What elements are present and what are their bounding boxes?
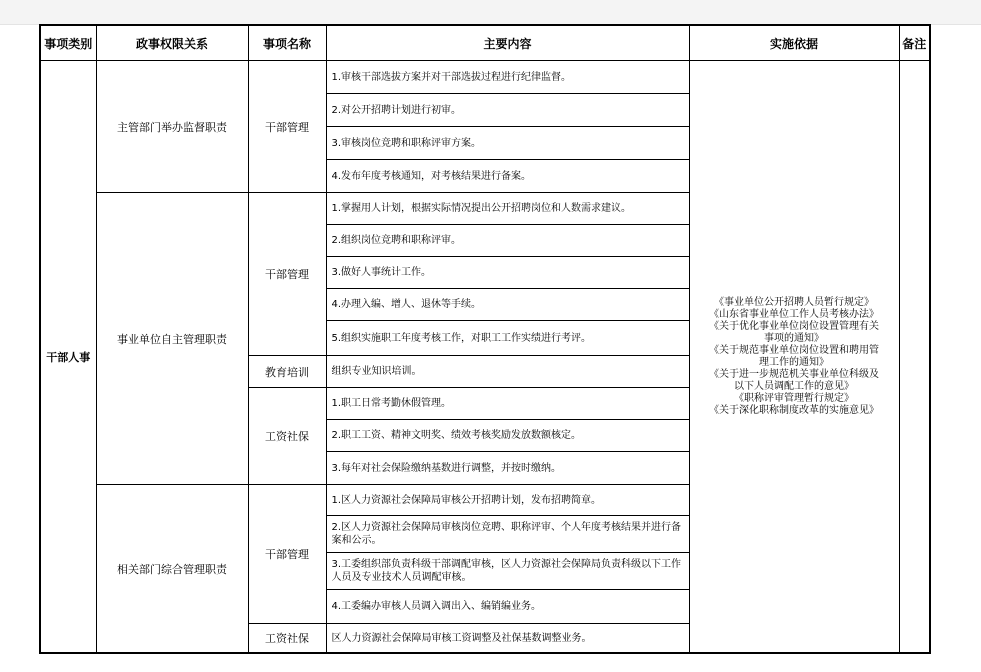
list-item: 4.发布年度考核通知，对考核结果进行备案。 [331, 170, 532, 182]
basis-line: 《关于优化事业单位岗位设置管理有关 [709, 320, 879, 332]
relation-cell: 主管部门举办监督职责 [96, 61, 248, 193]
content-cell [326, 388, 689, 485]
matter-name-cell: 干部管理 [248, 193, 326, 356]
basis-line: 《山东省事业单位工作人员考核办法》 [709, 308, 879, 320]
matter-table [39, 24, 931, 654]
content-cell [326, 356, 689, 388]
list-item: 2.组织岗位竞聘和职称评审。 [327, 225, 689, 257]
header-content: 主要内容 [326, 25, 689, 61]
category-cell: 干部人事 [40, 61, 96, 654]
list-item: 1.区人力资源社会保障局审核公开招聘计划，发布招聘简章。 [327, 485, 689, 516]
matter-name-cell: 工资社保 [248, 388, 326, 485]
header-category: 事项类别 [40, 25, 96, 61]
matter-name-cell: 干部管理 [248, 61, 326, 193]
list-item: 3.做好人事统计工作。 [327, 257, 689, 289]
matter-name-cell: 干部管理 [248, 485, 326, 624]
list-item: 组织专业知识培训。 [331, 366, 422, 377]
basis-line: 《职称评审管理暂行规定》 [734, 392, 854, 404]
basis-line: 《关于进一步规范机关事业单位科级及 [709, 368, 879, 380]
list-item: 2.职工工资、精神文明奖、绩效考核奖励发放数额核定。 [327, 420, 689, 452]
matter-name-cell: 工资社保 [248, 624, 326, 654]
list-item: 4.办理入编、增人、退休等手续。 [327, 289, 689, 321]
content-list [327, 624, 689, 652]
header-row [40, 25, 930, 61]
basis-line: 以下人员调配工作的意见》 [734, 380, 854, 392]
header-remark: 备注 [899, 25, 930, 61]
content-list [327, 356, 689, 387]
list-item: 1.审核干部选拔方案并对干部选拔过程进行纪律监督。 [327, 61, 689, 94]
list-item: 2.对公开招聘计划进行初审。 [327, 94, 689, 127]
list-item: 1.职工日常考勤休假管理。 [327, 388, 689, 420]
list-item: 4.工委编办审核人员调入调出入、编销编业务。 [331, 601, 542, 612]
content-list [327, 388, 689, 484]
basis-cell [689, 61, 899, 654]
content-list [327, 193, 689, 355]
remark-cell [899, 61, 930, 654]
relation-cell: 相关部门综合管理职责 [96, 485, 248, 654]
relation-cell: 事业单位自主管理职责 [96, 193, 248, 485]
content-cell [326, 193, 689, 356]
basis-line: 《关于规范事业单位岗位设置和聘用管 [709, 344, 879, 356]
list-item: 区人力资源社会保障局审核工资调整及社保基数调整业务。 [331, 632, 592, 644]
basis-line: 《关于深化职称制度改革的实施意见》 [709, 404, 879, 416]
list-item: 5.组织实施职工年度考核工作，对职工工作实绩进行考评。 [331, 332, 592, 344]
content-cell [326, 624, 689, 654]
content-list [327, 61, 689, 192]
content-cell [326, 485, 689, 624]
header-name: 事项名称 [248, 25, 326, 61]
basis-line: 事项的通知》 [764, 332, 824, 344]
list-item: 3.每年对社会保险缴纳基数进行调整，并按时缴纳。 [331, 462, 562, 474]
basis-line: 理工作的通知》 [759, 356, 829, 368]
page-top-bar [0, 0, 981, 25]
content-cell [326, 61, 689, 193]
list-item: 2.区人力资源社会保障局审核岗位竞聘、职称评审、个人年度考核结果并进行备案和公示。 [327, 516, 689, 553]
matter-name-cell: 教育培训 [248, 356, 326, 388]
basis-line: 《事业单位公开招聘人员暂行规定》 [714, 296, 874, 308]
list-item: 3.工委组织部负责科级干部调配审核，区人力资源社会保障局负责科级以下工作人员及专业技术人员调配审核。 [327, 553, 689, 590]
header-relation: 政事权限关系 [96, 25, 248, 61]
content-list [327, 485, 689, 623]
header-basis: 实施依据 [689, 25, 899, 61]
list-item: 1.掌握用人计划，根据实际情况提出公开招聘岗位和人数需求建议。 [327, 193, 689, 225]
table-row [40, 61, 930, 193]
list-item: 3.审核岗位竞聘和职称评审方案。 [327, 127, 689, 160]
